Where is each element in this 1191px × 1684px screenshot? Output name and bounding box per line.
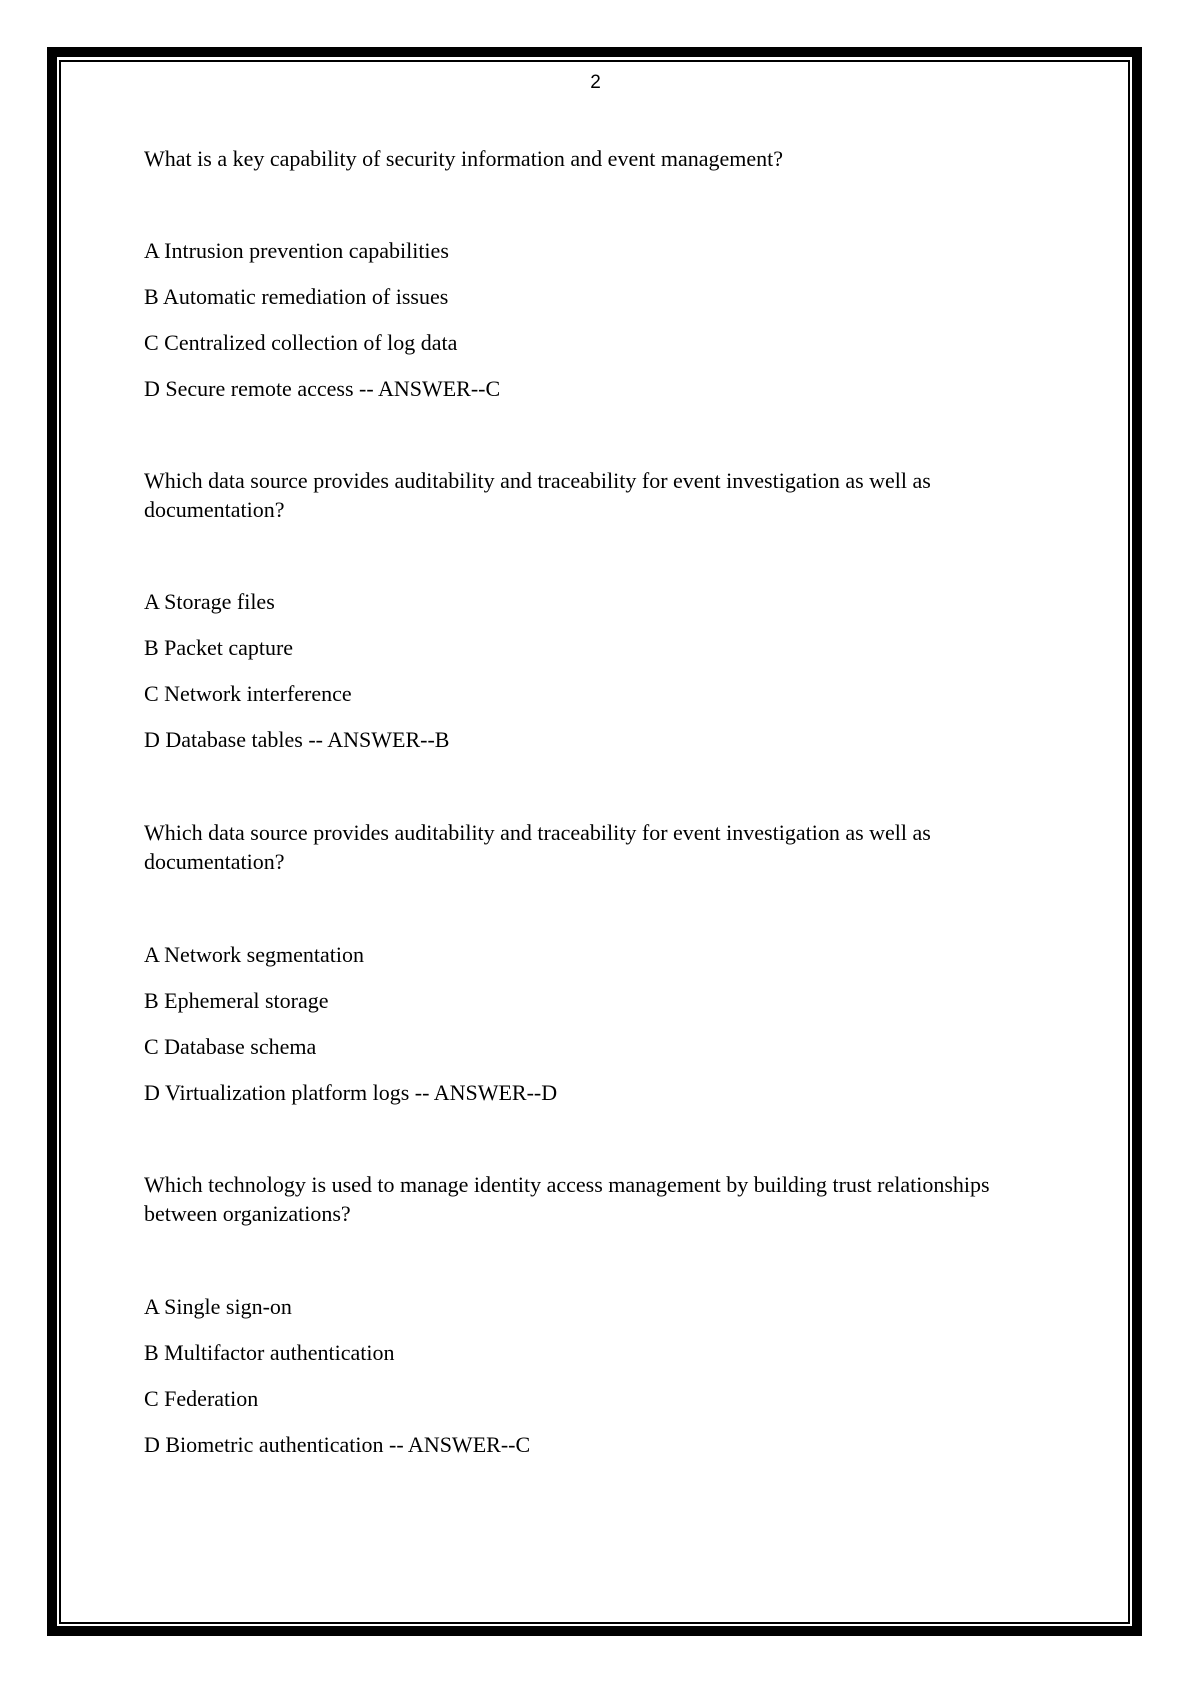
answer-option: C Database schema <box>144 1034 317 1059</box>
answer-option: B Multifactor authentication <box>144 1340 395 1365</box>
answer-option: B Packet capture <box>144 635 294 660</box>
answer-option: A Network segmentation <box>144 942 364 967</box>
question-text: Which data source provides auditability and traceability for event investigation as well as documentation? <box>144 468 931 522</box>
page-number: 2 <box>590 72 601 93</box>
question-text: Which data source provides auditability and traceability for event investigation as well as documentation? <box>144 820 931 874</box>
answer-option: C Centralized collection of log data <box>144 330 458 355</box>
answer-option: B Ephemeral storage <box>144 988 329 1013</box>
answer-option: A Single sign-on <box>144 1294 292 1319</box>
answer-option: D Database tables -- ANSWER--B <box>144 727 450 752</box>
question-text: What is a key capability of security information and event management? <box>144 146 783 171</box>
answer-option: D Biometric authentication -- ANSWER--C <box>144 1432 531 1457</box>
answer-option: A Storage files <box>144 589 275 614</box>
answer-option: D Virtualization platform logs -- ANSWER--D <box>144 1080 558 1105</box>
question-text: Which technology is used to manage identity access management by building trust relationships between organizations? <box>144 1172 990 1226</box>
answer-option: C Federation <box>144 1386 259 1411</box>
answer-option: B Automatic remediation of issues <box>144 284 449 309</box>
answer-option: C Network interference <box>144 681 352 706</box>
answer-option: D Secure remote access -- ANSWER--C <box>144 376 501 401</box>
answer-option: A Intrusion prevention capabilities <box>144 238 449 263</box>
